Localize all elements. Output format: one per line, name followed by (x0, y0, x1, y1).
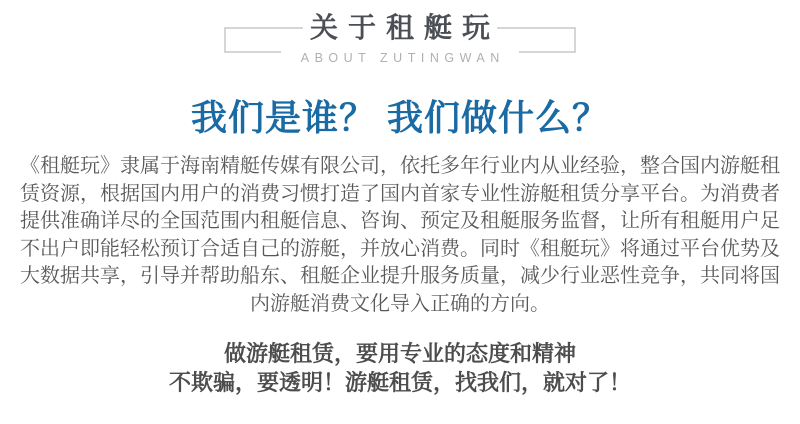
section-title-english: ABOUT ZUTINGWAN (300, 51, 505, 65)
section-header (215, 8, 585, 70)
about-section (0, 8, 800, 424)
slogan-line-2: 不欺骗，要透明！游艇租赁，找我们，就对了！ (168, 370, 631, 395)
who-we-are-heading: 我们是谁？ 我们做什么？ (190, 97, 609, 138)
section-title-chinese: 关于租艇玩 (309, 12, 500, 43)
slogan-line-1: 做游艇租赁，要用专业的态度和精神 (223, 341, 576, 366)
slogan-block (0, 339, 800, 397)
company-intro-paragraph: 《租艇玩》隶属于海南精艇传媒有限公司，依托多年行业内从业经验，整合国内游艇租赁资源，根据国内用户的消费习惯打造了国内首家专业性游艇租赁分享平台。为消费者提供准确详尽的全国范围内租艇信息、咨询、预定及租艇服务监督，让所有租艇用户足不出户即能轻松预订合适自己的游艇，并放心消费。同时《租艇玩》将通过平台优势及大数据共享，引导并帮助船东、租艇企业提升服务质量，减少行业恶性竞争，共同将国内游艇消费文化导入正确的方向。 (20, 155, 780, 315)
